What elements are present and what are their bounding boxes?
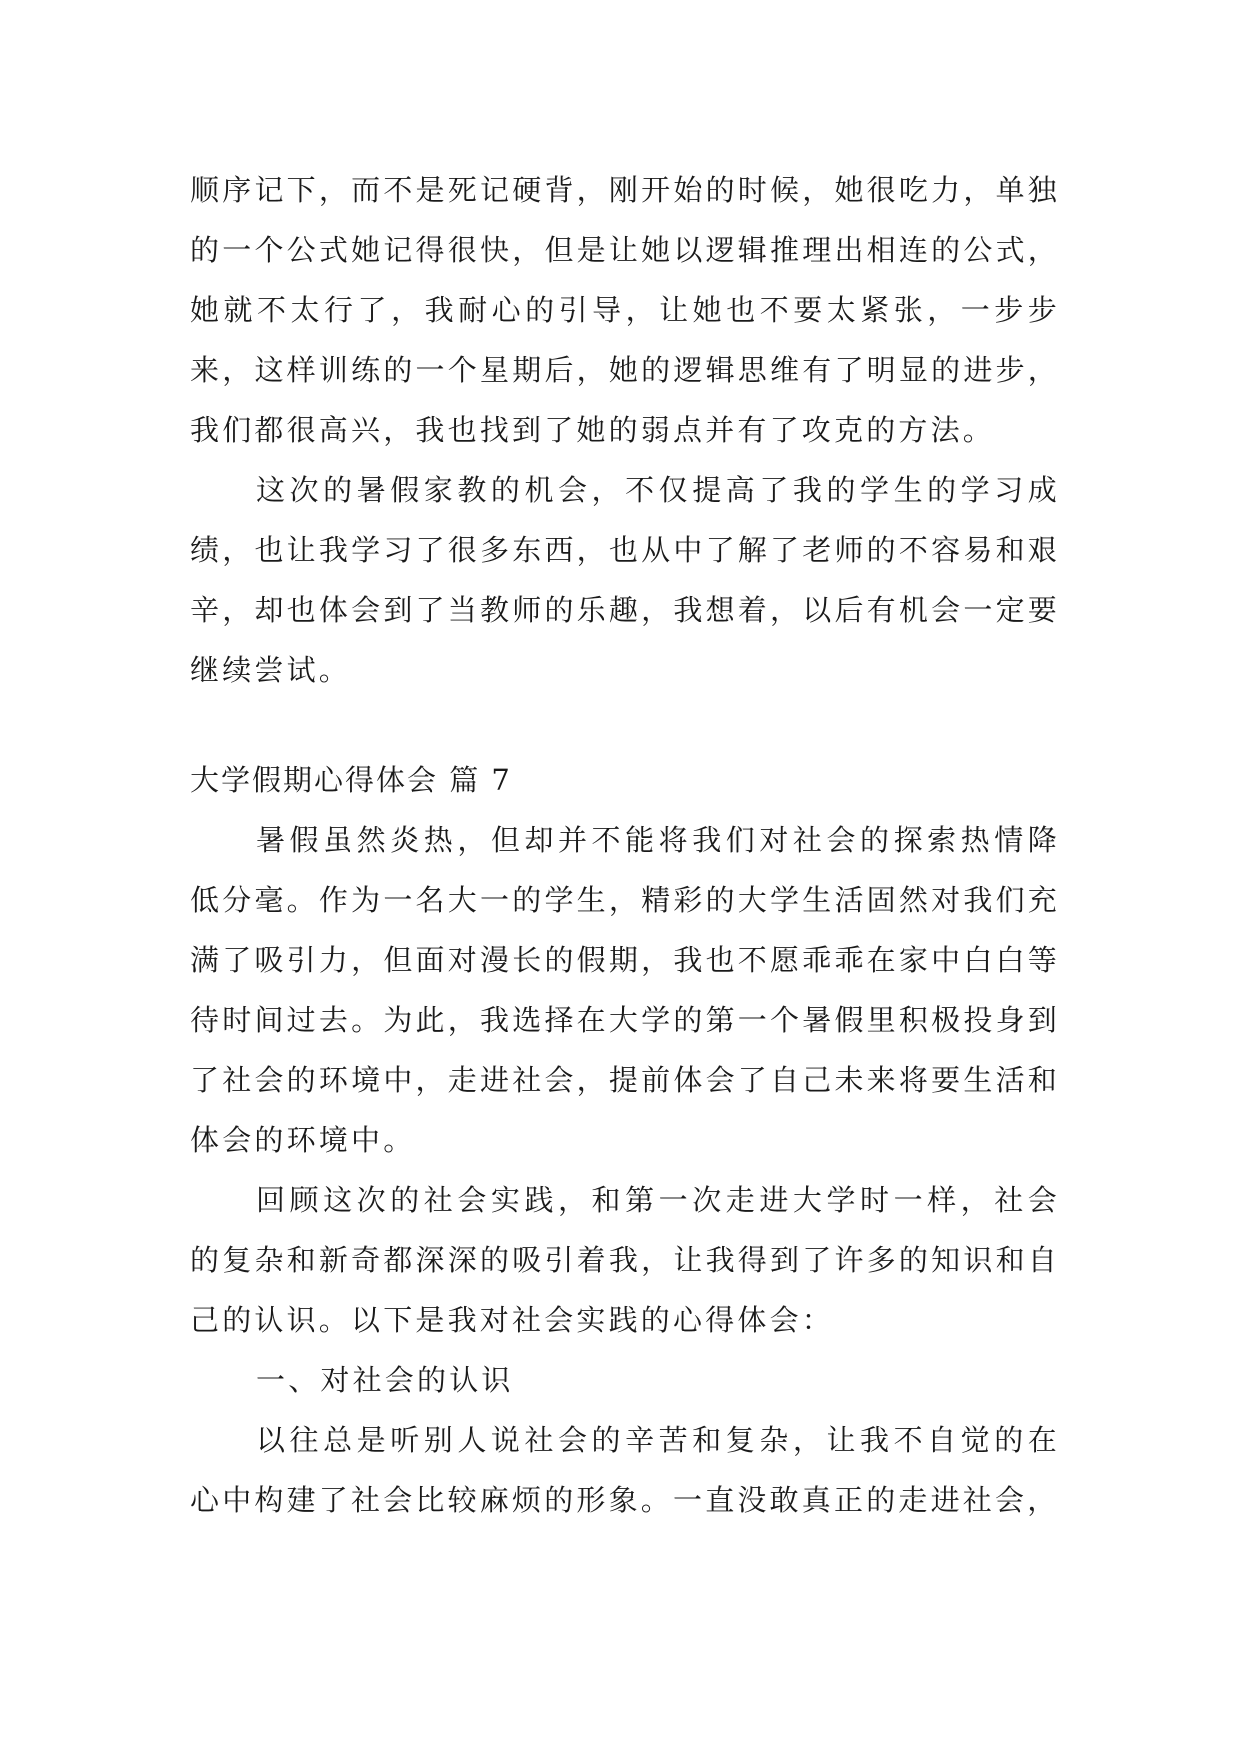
- section-heading: 大学假期心得体会 篇 7: [190, 763, 512, 797]
- document-body: [190, 160, 1060, 1530]
- continuation-paragraph: 顺序记下，而不是死记硬背，刚开始的时候，她很吃力，单独的一个公式她记得很快，但是让她以逻辑推理出相连的公式，她就不太行了，我耐心的引导，让她也不要太紧张，一步步来，这样训练的一个星期后，她的逻辑思维有了明显的进步，我们都很高兴，我也找到了她的弱点并有了攻克的方法。: [190, 173, 1060, 447]
- section-paragraph-1: 暑假虽然炎热，但却并不能将我们对社会的探索热情降低分毫。作为一名大一的学生，精彩的大学生活固然对我们充满了吸引力，但面对漫长的假期，我也不愿乖乖在家中白白等待时间过去。为此，我选择在大学的第一个暑假里积极投身到了社会的环境中，走进社会，提前体会了自己未来将要生活和体会的环境中。: [190, 823, 1060, 1157]
- section-paragraph-3: 以往总是听别人说社会的辛苦和复杂，让我不自觉的在心中构建了社会比较麻烦的形象。一直没敢真正的走进社会，: [190, 1423, 1060, 1517]
- subheading-social-understanding: 一、对社会的认识: [256, 1363, 514, 1397]
- section-paragraph-2: 回顾这次的社会实践，和第一次走进大学时一样，社会的复杂和新奇都深深的吸引着我，让我得到了许多的知识和自己的认识。以下是我对社会实践的心得体会：: [190, 1183, 1060, 1337]
- closing-paragraph: 这次的暑假家教的机会，不仅提高了我的学生的学习成绩，也让我学习了很多东西，也从中了解了老师的不容易和艰辛，却也体会到了当教师的乐趣，我想着，以后有机会一定要继续尝试。: [190, 473, 1060, 687]
